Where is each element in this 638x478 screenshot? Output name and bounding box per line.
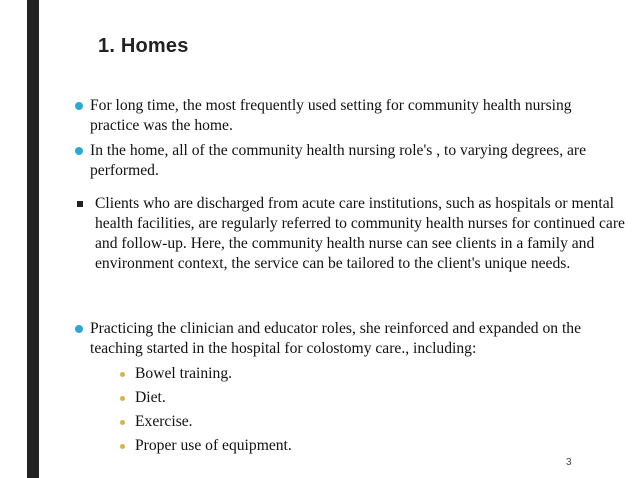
bullet-item-1	[75, 96, 620, 136]
sub-bullet-item-1	[120, 364, 600, 384]
slide-title: 1. Homes	[98, 35, 189, 57]
bullet-item-3	[75, 194, 635, 274]
sub-bullet-item-4	[120, 436, 600, 456]
bullet-text-1: For long time, the most frequently used setting for community health nursing practice was the home.	[90, 97, 572, 134]
square-bullet-icon	[77, 201, 83, 207]
sub-bullet-text-2: Diet.	[135, 389, 166, 406]
small-dot-bullet-icon	[120, 420, 125, 425]
page-number: 3	[566, 457, 572, 468]
circle-bullet-icon	[75, 147, 83, 155]
sub-bullet-text-4: Proper use of equipment.	[135, 437, 292, 454]
small-dot-bullet-icon	[120, 372, 125, 377]
bullet-item-2	[75, 141, 620, 181]
sub-bullet-item-2	[120, 388, 600, 408]
sub-bullet-text-1: Bowel training.	[135, 365, 233, 382]
small-dot-bullet-icon	[120, 396, 125, 401]
circle-bullet-icon	[75, 102, 83, 110]
left-accent-bar	[27, 0, 39, 478]
sub-bullet-item-3	[120, 412, 600, 432]
bullet-item-4	[75, 319, 620, 359]
circle-bullet-icon	[75, 325, 83, 333]
bullet-text-4: Practicing the clinician and educator roles, she reinforced and expanded on the teaching started in the hospital for colostomy care., including:	[90, 320, 582, 357]
sub-bullet-text-3: Exercise.	[135, 413, 193, 430]
bullet-text-2: In the home, all of the community health nursing role's , to varying degrees, are performed.	[90, 142, 587, 179]
small-dot-bullet-icon	[120, 444, 125, 449]
bullet-text-3: Clients who are discharged from acute care institutions, such as hospitals or mental health facilities, are regularly referred to community health nurses for continued care and follow-up. Here, the community health nurse can see clients in a family and environment context, the service can be tailored to the client's unique needs.	[95, 195, 625, 272]
